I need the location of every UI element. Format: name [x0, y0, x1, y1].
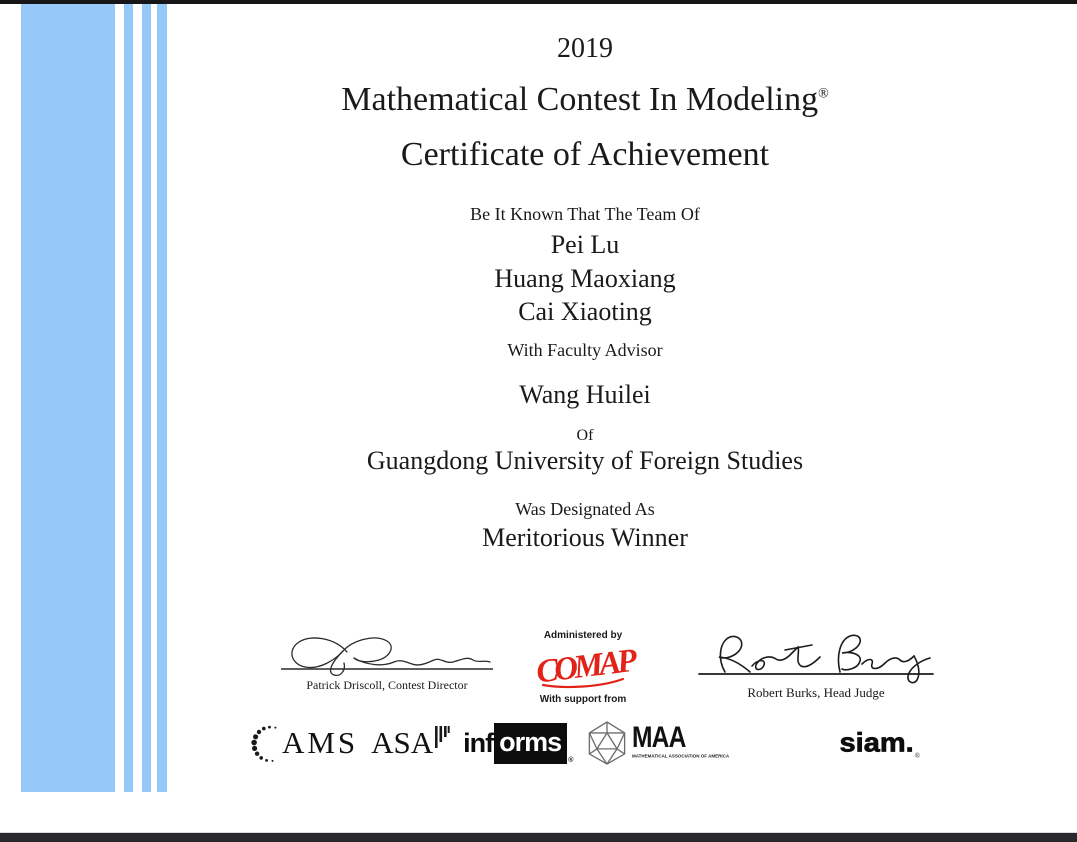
- team-member-3: Cai Xiaoting: [518, 297, 652, 326]
- siam-registered-mark: ®: [914, 751, 921, 760]
- signature-block-contest-director: [281, 632, 493, 693]
- comap-logo: [534, 641, 636, 691]
- institution-name: Guangdong University of Foreign Studies: [366, 446, 804, 475]
- with-support-from-label: With support from: [539, 694, 627, 705]
- maa-logo: [586, 721, 826, 765]
- contest-director-signature-icon: [281, 632, 493, 676]
- head-judge-signature-icon: [697, 628, 935, 684]
- ams-logo-text: AMS: [281, 725, 359, 760]
- siam-logo-text: siam.: [839, 727, 914, 758]
- advisor-name: Wang Huilei: [519, 380, 651, 409]
- team-member-1: Pei Lu: [550, 230, 620, 259]
- sponsor-logos-row: [96, 712, 1074, 774]
- maa-icosahedron-icon: [586, 721, 628, 765]
- informs-logo: [463, 723, 573, 764]
- contest-title-text: Mathematical Contest In Modeling: [341, 81, 819, 118]
- administered-by-label: Administered by: [543, 630, 623, 641]
- maa-logo-text: MAA: [632, 721, 686, 754]
- advisor-intro-text: With Faculty Advisor: [507, 340, 663, 360]
- ams-dots-icon: [250, 721, 280, 765]
- maa-text-block: [632, 723, 826, 763]
- certificate-subtitle: Certificate of Achievement: [400, 136, 770, 173]
- contest-title: [96, 80, 1074, 119]
- informs-registered-mark: ®: [568, 756, 574, 764]
- designation-intro-text: Was Designated As: [515, 499, 655, 519]
- asa-bars-icon: [435, 726, 450, 752]
- contest-director-name: Patrick Driscoll, Contest Director: [306, 678, 468, 692]
- asa-logo-text: ASA: [371, 725, 434, 760]
- comap-logo-text: COMAP: [534, 642, 636, 691]
- team-member-2: Huang Maoxiang: [494, 264, 676, 293]
- bottom-border-bar: [0, 832, 1077, 842]
- administered-by-block: [529, 630, 637, 705]
- siam-logo: [840, 727, 921, 760]
- team-intro-text: Be It Known That The Team Of: [470, 204, 700, 224]
- asa-logo: [371, 725, 450, 761]
- of-label: Of: [576, 427, 594, 444]
- signature-block-head-judge: [697, 628, 935, 701]
- contest-year: 2019: [557, 33, 613, 64]
- ams-logo: [250, 721, 358, 765]
- designation-award: Meritorious Winner: [482, 523, 688, 552]
- informs-logo-text-suffix: orms: [494, 723, 567, 764]
- maa-caption-text: MATHEMATICAL ASSOCIATION OF AMERICA: [632, 753, 730, 759]
- informs-logo-text-prefix: inf: [463, 727, 494, 758]
- registered-trademark: ®: [818, 86, 829, 102]
- head-judge-name: Robert Burks, Head Judge: [747, 685, 885, 700]
